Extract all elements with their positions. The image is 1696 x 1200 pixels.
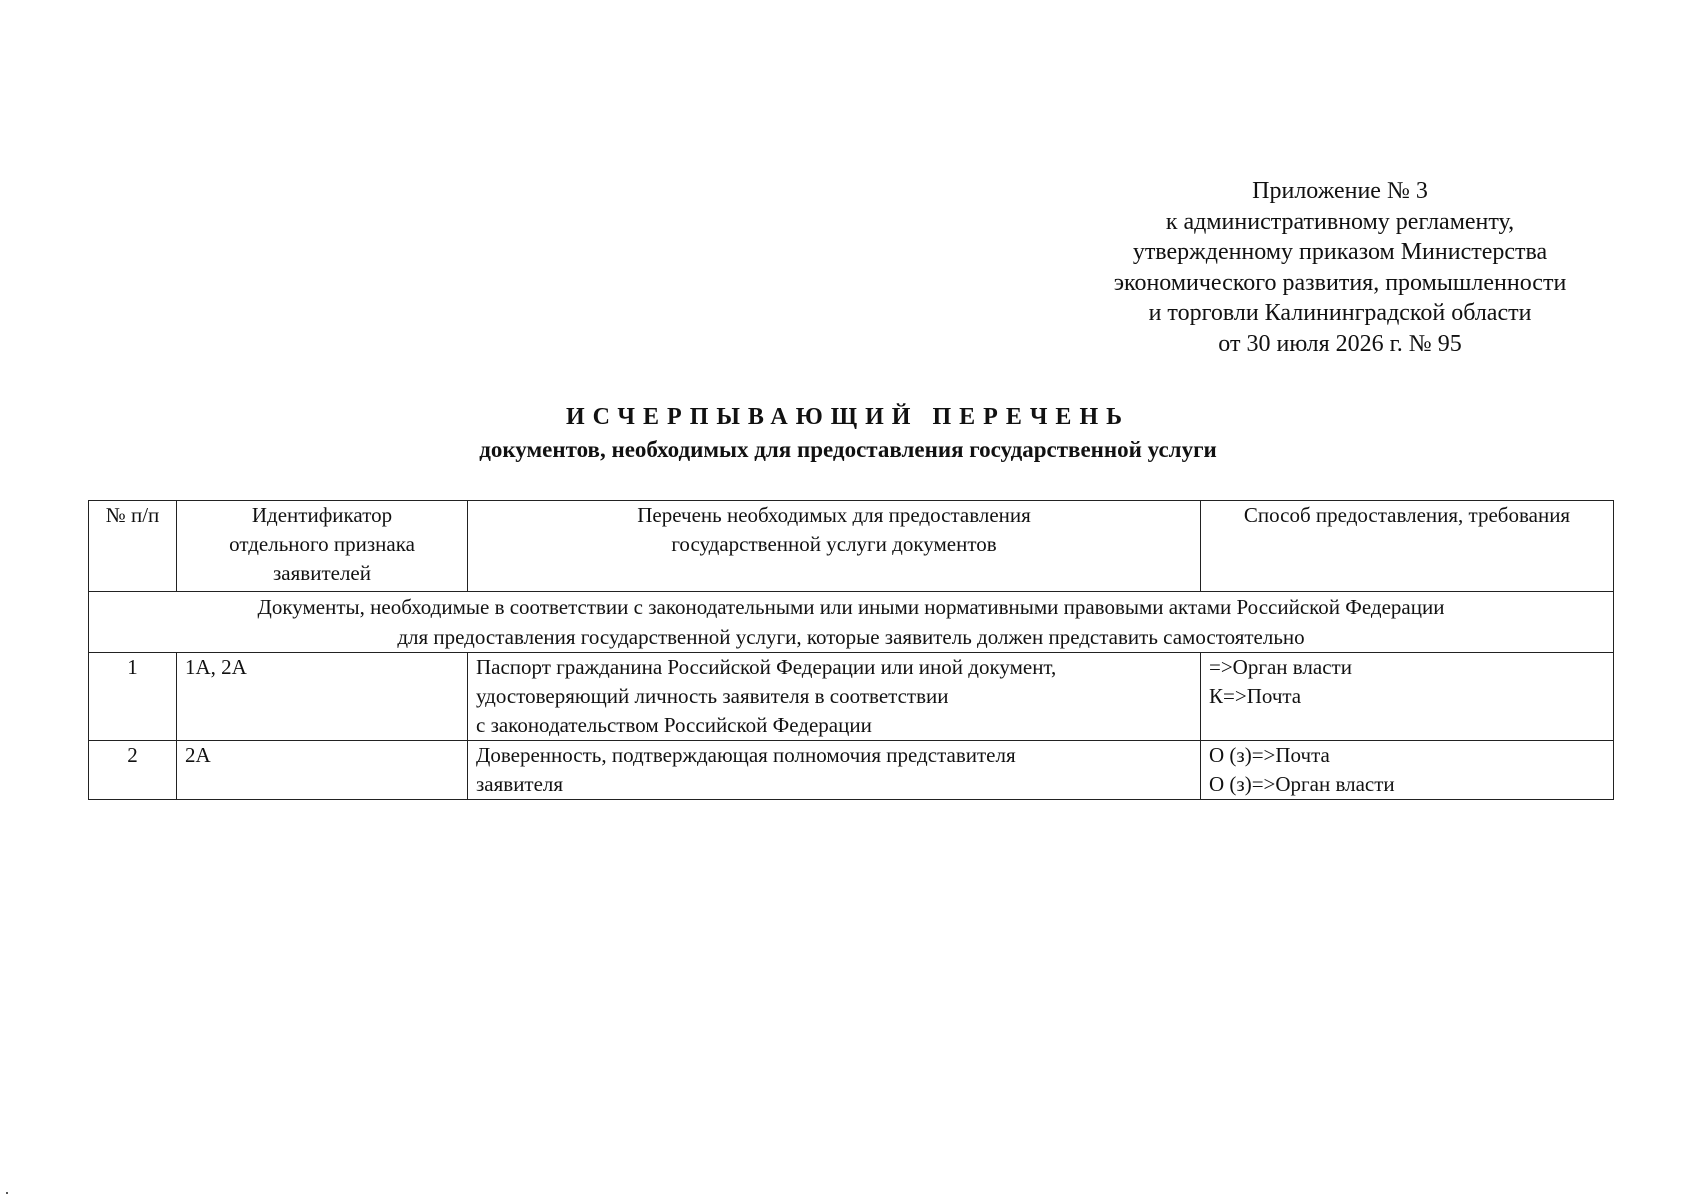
header-identifier-line: заявителей <box>273 561 371 585</box>
appendix-line: экономического развития, промышленности <box>1113 269 1567 296</box>
appendix-line: от 30 июля 2026 г. № 95 <box>1218 330 1462 357</box>
row-method <box>1201 653 1614 741</box>
row-num: 2 <box>89 741 177 800</box>
table-row <box>89 653 1614 741</box>
header-method: Способ предоставления, требования <box>1201 501 1614 592</box>
header-documents <box>468 501 1201 592</box>
row-identifier: 2А <box>177 741 468 800</box>
appendix-line: утвержденному приказом Министерства <box>1132 239 1548 265</box>
table-row <box>89 741 1614 800</box>
row-document <box>468 653 1201 741</box>
section-line: для предоставления государственной услуги, которые заявитель должен представить самостоятельно <box>397 625 1305 649</box>
appendix-line: и торговли Калининградской области <box>1148 300 1532 326</box>
table-section-row <box>89 592 1614 653</box>
header-documents-line: Перечень необходимых для предоставления <box>637 503 1031 527</box>
row-identifier: 1А, 2А <box>177 653 468 741</box>
section-line: Документы, необходимые в соответствии с законодательными или иными нормативными правовыми актами Российской Федерации <box>257 595 1445 619</box>
appendix-line: Приложение № 3 <box>1252 178 1428 204</box>
row-document <box>468 741 1201 800</box>
document-subtitle: документов, необходимых для предоставления государственной услуги <box>479 437 1217 462</box>
row-method-line: =>Орган власти <box>1209 655 1352 679</box>
header-documents-line: государственной услуги документов <box>671 532 997 556</box>
header-identifier-line: Идентификатор <box>251 503 393 527</box>
row-num: 1 <box>89 653 177 741</box>
row-document-line: Доверенность, подтверждающая полномочия представителя <box>476 743 1016 767</box>
row-document-line: заявителя <box>476 772 564 796</box>
scan-artifact <box>6 1192 8 1194</box>
row-document-line: Паспорт гражданина Российской Федерации или иной документ, <box>476 655 1057 679</box>
header-num: № п/п <box>89 501 177 592</box>
header-identifier <box>177 501 468 592</box>
row-document-line: с законодательством Российской Федерации <box>476 713 872 737</box>
row-method-line: К=>Почта <box>1209 684 1302 708</box>
row-document-line: удостоверяющий личность заявителя в соответствии <box>476 684 949 708</box>
appendix-block <box>1060 176 1620 359</box>
section-heading <box>89 592 1614 653</box>
table-header-row <box>89 501 1614 592</box>
document-title: ИСЧЕРПЫВАЮЩИЙ ПЕРЕЧЕНЬ <box>566 404 1130 430</box>
header-identifier-line: отдельного признака <box>229 532 415 556</box>
row-method <box>1201 741 1614 800</box>
documents-table <box>88 500 1614 800</box>
row-method-line: О (з)=>Орган власти <box>1209 772 1395 796</box>
row-method-line: О (з)=>Почта <box>1209 743 1330 767</box>
appendix-line: к административному регламенту, <box>1165 208 1515 235</box>
